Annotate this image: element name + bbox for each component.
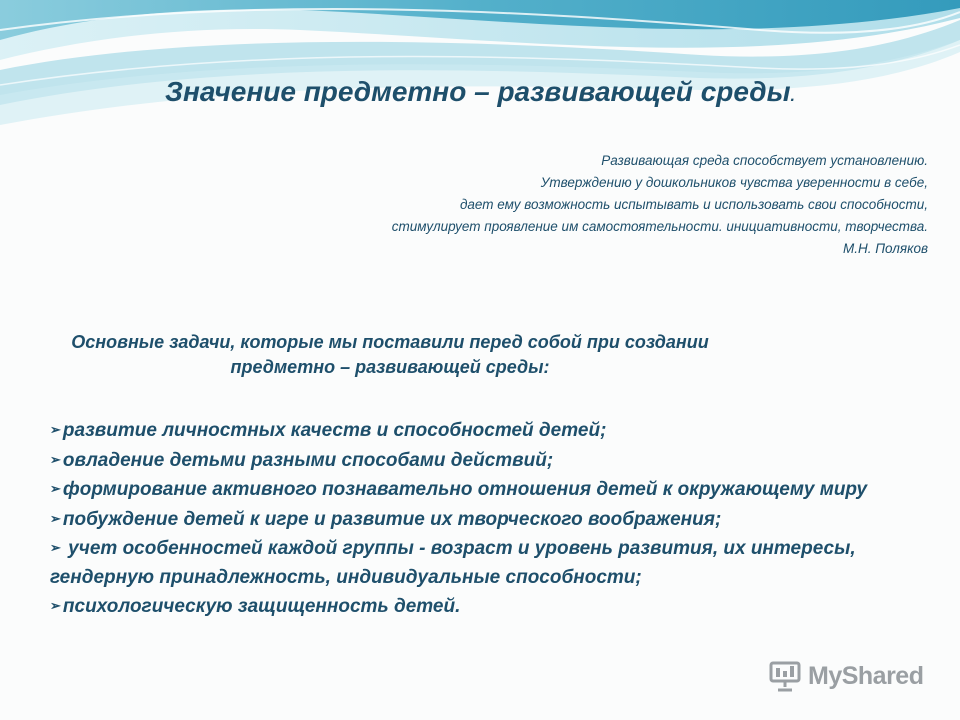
quote-line: стимулирует проявление им самостоятельности. инициативности, творчества. bbox=[391, 219, 928, 234]
myshared-watermark bbox=[768, 656, 928, 696]
slide-title bbox=[0, 76, 960, 108]
task-item bbox=[50, 475, 940, 505]
tasks-heading-line: предметно – развивающей среды: bbox=[230, 357, 550, 377]
task-item bbox=[50, 534, 940, 592]
task-text: развитие личностных качеств и способностей детей; bbox=[62, 420, 607, 441]
bullet-arrow-icon: ➢ bbox=[50, 598, 61, 613]
tasks-heading-line: Основные задачи, которые мы поставили перед собой при создании bbox=[71, 332, 709, 352]
slide-title-text: Значение предметно – развивающей среды bbox=[165, 76, 791, 107]
bullet-arrow-icon: ➢ bbox=[50, 510, 61, 526]
quote-line: Развивающая среда способствует установлению. bbox=[601, 153, 928, 168]
task-item bbox=[50, 416, 940, 446]
task-text: психологическую защищенность детей. bbox=[62, 596, 461, 617]
watermark-text: MyShared bbox=[808, 661, 924, 690]
slide-title-dot: . bbox=[790, 88, 795, 105]
task-item bbox=[50, 505, 940, 535]
epigraph-quote bbox=[168, 150, 928, 260]
task-text: овладение детьми разными способами действий; bbox=[62, 449, 554, 471]
task-item bbox=[50, 446, 940, 476]
bullet-arrow-icon: ➢ bbox=[50, 451, 61, 467]
quote-line: дает ему возможность испытывать и использовать свои способности, bbox=[459, 197, 928, 212]
task-item bbox=[50, 592, 940, 622]
bullet-arrow-icon: ➢ bbox=[50, 540, 61, 555]
task-text: побуждение детей к игре и развитие их творческого воображения; bbox=[62, 508, 722, 530]
quote-author: М.Н. Поляков bbox=[843, 241, 928, 256]
task-text: учет особенностей каждой группы - возраст и уровень развития, их интересы, гендерную принадлежность, индивидуальные способности; bbox=[50, 538, 856, 588]
presentation-board-icon bbox=[768, 659, 802, 693]
task-text: формирование активного познавательно отношения детей к окружающему миру bbox=[62, 479, 868, 500]
tasks-heading bbox=[0, 330, 780, 380]
tasks-list bbox=[50, 416, 940, 622]
bullet-arrow-icon: ➢ bbox=[50, 422, 61, 437]
quote-line: Утверждению у дошкольников чувства уверенности в себе, bbox=[540, 175, 928, 190]
bullet-arrow-icon: ➢ bbox=[50, 481, 61, 496]
